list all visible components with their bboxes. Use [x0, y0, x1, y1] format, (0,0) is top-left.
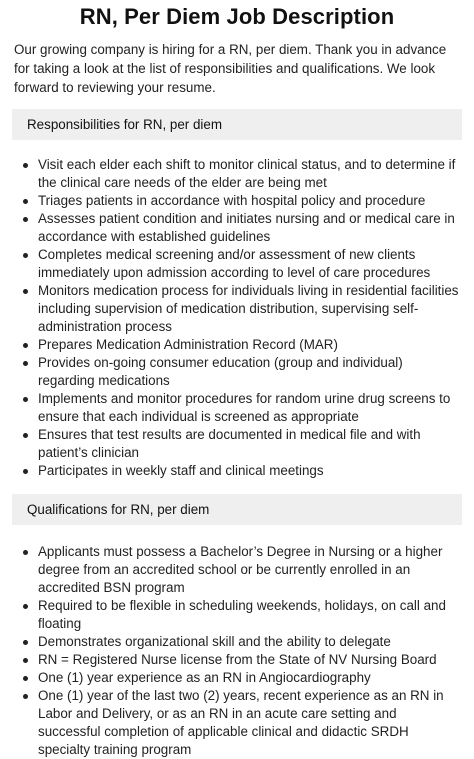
bullet-icon: [23, 658, 28, 663]
qualification-item-text: Required to be flexible in scheduling weekends, holidays, on call and floating: [38, 598, 446, 631]
bullet-icon: [23, 433, 28, 438]
bullet-icon: [23, 343, 28, 348]
responsibility-item-text: Prepares Medication Administration Record (MAR): [38, 337, 338, 352]
qualification-item-text: Demonstrates organizational skill and the ability to delegate: [38, 634, 391, 649]
responsibility-item: [38, 156, 462, 192]
bullet-icon: [23, 217, 28, 222]
qualifications-heading: Qualifications for RN, per diem: [12, 494, 462, 525]
responsibility-item: [38, 282, 462, 336]
responsibility-item: [38, 390, 462, 426]
bullet-icon: [23, 604, 28, 609]
responsibility-item-text: Monitors medication process for individuals living in residential facilities including supervision of medication distribution, supervising self-administration process: [38, 283, 459, 334]
qualification-item: [38, 687, 462, 759]
bullet-icon: [23, 397, 28, 402]
responsibility-item-text: Assesses patient condition and initiates nursing and or medical care in accordance with established guidelines: [38, 211, 455, 244]
responsibility-item: [38, 426, 462, 462]
responsibility-item: [38, 354, 462, 390]
qualification-item-text: One (1) year of the last two (2) years, recent experience as an RN in Labor and Delivery, or as an RN in an acute care setting and successful completion of applicable clinical and didactic SRDH specialty training program: [38, 688, 444, 757]
bullet-icon: [23, 199, 28, 204]
bullet-icon: [23, 676, 28, 681]
responsibility-item: [38, 246, 462, 282]
responsibility-item: [38, 210, 462, 246]
bullet-icon: [23, 640, 28, 645]
qualification-item: [38, 669, 462, 687]
responsibility-item-text: Visit each elder each shift to monitor clinical status, and to determine if the clinical care needs of the elder are being met: [38, 157, 456, 190]
intro-paragraph: Our growing company is hiring for a RN, per diem. Thank you in advance for taking a look at the list of responsibilities and qualifications. We look forward to reviewing your resume.: [14, 42, 447, 95]
qualification-item: [38, 597, 462, 633]
bullet-icon: [23, 469, 28, 474]
bullet-icon: [23, 550, 28, 555]
page-title: RN, Per Diem Job Description: [79, 4, 395, 29]
qualification-item-text: RN = Registered Nurse license from the State of NV Nursing Board: [38, 652, 437, 667]
responsibility-item-text: Implements and monitor procedures for random urine drug screens to ensure that each individual is screened as appropriate: [38, 391, 451, 424]
bullet-icon: [23, 253, 28, 258]
qualification-item-text: Applicants must possess a Bachelor’s Degree in Nursing or a higher degree from an accredited school or be currently enrolled in an accredited BSN program: [38, 544, 443, 595]
qualification-item: [38, 633, 462, 651]
responsibilities-list: [12, 156, 462, 480]
qualifications-list: [12, 543, 462, 759]
qualification-item: [38, 543, 462, 597]
responsibility-item: [38, 336, 462, 354]
responsibility-item-text: Participates in weekly staff and clinical meetings: [38, 463, 324, 478]
responsibility-item-text: Triages patients in accordance with hospital policy and procedure: [38, 193, 426, 208]
responsibility-item-text: Ensures that test results are documented in medical file and with patient’s clinician: [38, 427, 421, 460]
responsibilities-heading: Responsibilities for RN, per diem: [12, 109, 462, 140]
bullet-icon: [23, 163, 28, 168]
qualification-item-text: One (1) year experience as an RN in Angiocardiography: [38, 670, 371, 685]
bullet-icon: [23, 289, 28, 294]
bullet-icon: [23, 694, 28, 699]
responsibility-item-text: Completes medical screening and/or assessment of new clients immediately upon admission according to level of care procedures: [38, 247, 431, 280]
responsibility-item-text: Provides on-going consumer education (group and individual) regarding medications: [38, 355, 403, 388]
responsibility-item: [38, 192, 462, 210]
bullet-icon: [23, 361, 28, 366]
responsibility-item: [38, 462, 462, 480]
qualification-item: [38, 651, 462, 669]
